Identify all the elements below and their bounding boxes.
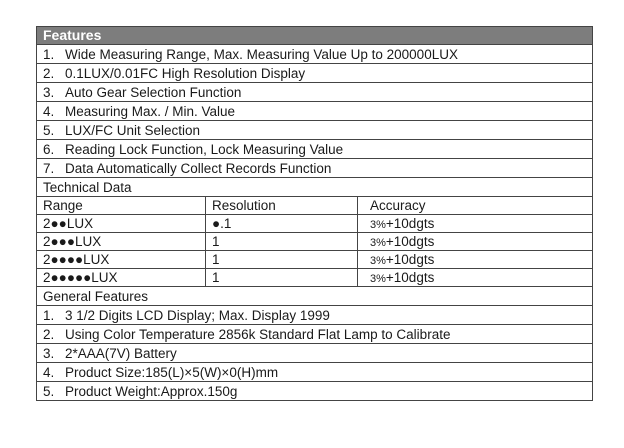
range-cell: 2●●●●●LUX: [37, 269, 206, 286]
item-text: Product Weight:Approx.150g: [65, 384, 238, 399]
technical-table-header: [37, 196, 592, 214]
technical-data-header: Technical Data: [37, 177, 592, 196]
feature-item: [37, 101, 592, 120]
spec-sheet: [36, 26, 593, 401]
item-number: 6.: [43, 142, 55, 157]
accuracy-cell: [358, 233, 592, 250]
item-text: Auto Gear Selection Function: [65, 85, 242, 100]
general-features-header: General Features: [37, 286, 592, 305]
accuracy-digits: +10dgts: [385, 216, 435, 231]
resolution-cell: 1: [206, 269, 358, 286]
item-number: 2.: [43, 327, 55, 342]
general-item: [37, 305, 592, 324]
accuracy-percent: 3%: [370, 273, 386, 285]
item-text: 0.1LUX/0.01FC High Resolution Display: [65, 66, 306, 81]
feature-item: [37, 82, 592, 101]
item-number: 1.: [43, 308, 55, 323]
accuracy-digits: +10dgts: [385, 252, 435, 267]
resolution-column-header: Resolution: [206, 197, 358, 214]
accuracy-cell: [358, 251, 592, 268]
feature-item: [37, 120, 592, 139]
general-item: [37, 343, 592, 362]
item-number: 7.: [43, 161, 55, 176]
accuracy-digits: +10dgts: [385, 234, 435, 249]
item-number: 3.: [43, 346, 55, 361]
accuracy-percent: 3%: [370, 237, 386, 249]
accuracy-percent: 3%: [370, 219, 386, 231]
item-text: LUX/FC Unit Selection: [65, 123, 201, 138]
feature-item: [37, 63, 592, 82]
item-text: Data Automatically Collect Records Function: [65, 161, 332, 176]
general-item: [37, 362, 592, 381]
item-text: Reading Lock Function, Lock Measuring Value: [65, 142, 344, 157]
item-text: 2*AAA(7V) Battery: [65, 346, 177, 361]
range-cell: 2●●●●LUX: [37, 251, 206, 268]
item-text: Wide Measuring Range, Max. Measuring Value Up to 200000LUX: [65, 47, 458, 62]
range-cell: 2●●●LUX: [37, 233, 206, 250]
item-number: 4.: [43, 365, 55, 380]
resolution-cell: ●.1: [206, 215, 358, 232]
range-cell: 2●●LUX: [37, 215, 206, 232]
item-number: 4.: [43, 104, 55, 119]
features-header: Features: [37, 27, 592, 44]
accuracy-column-header: Accuracy: [370, 198, 426, 213]
table-row: [37, 232, 592, 250]
feature-item: [37, 158, 592, 177]
item-text: 3 1/2 Digits LCD Display; Max. Display 1999: [65, 308, 330, 323]
item-number: 5.: [43, 123, 55, 138]
accuracy-cell: [358, 215, 592, 232]
resolution-cell: 1: [206, 251, 358, 268]
accuracy-digits: +10dgts: [385, 270, 435, 285]
accuracy-cell: [358, 269, 592, 286]
general-item: [37, 324, 592, 343]
accuracy-percent: 3%: [370, 255, 386, 267]
table-row: [37, 250, 592, 268]
item-text: Product Size:185(L)×5(W)×0(H)mm: [65, 365, 279, 380]
resolution-cell: 1: [206, 233, 358, 250]
general-item: [37, 381, 592, 400]
range-column-header: Range: [37, 197, 206, 214]
item-number: 2.: [43, 66, 55, 81]
feature-item: [37, 139, 592, 158]
table-row: [37, 268, 592, 286]
item-text: Using Color Temperature 2856k Standard Flat Lamp to Calibrate: [65, 327, 451, 342]
item-number: 3.: [43, 85, 55, 100]
item-number: 1.: [43, 47, 55, 62]
table-row: [37, 214, 592, 232]
item-number: 5.: [43, 384, 55, 399]
feature-item: [37, 44, 592, 63]
item-text: Measuring Max. / Min. Value: [65, 104, 236, 119]
